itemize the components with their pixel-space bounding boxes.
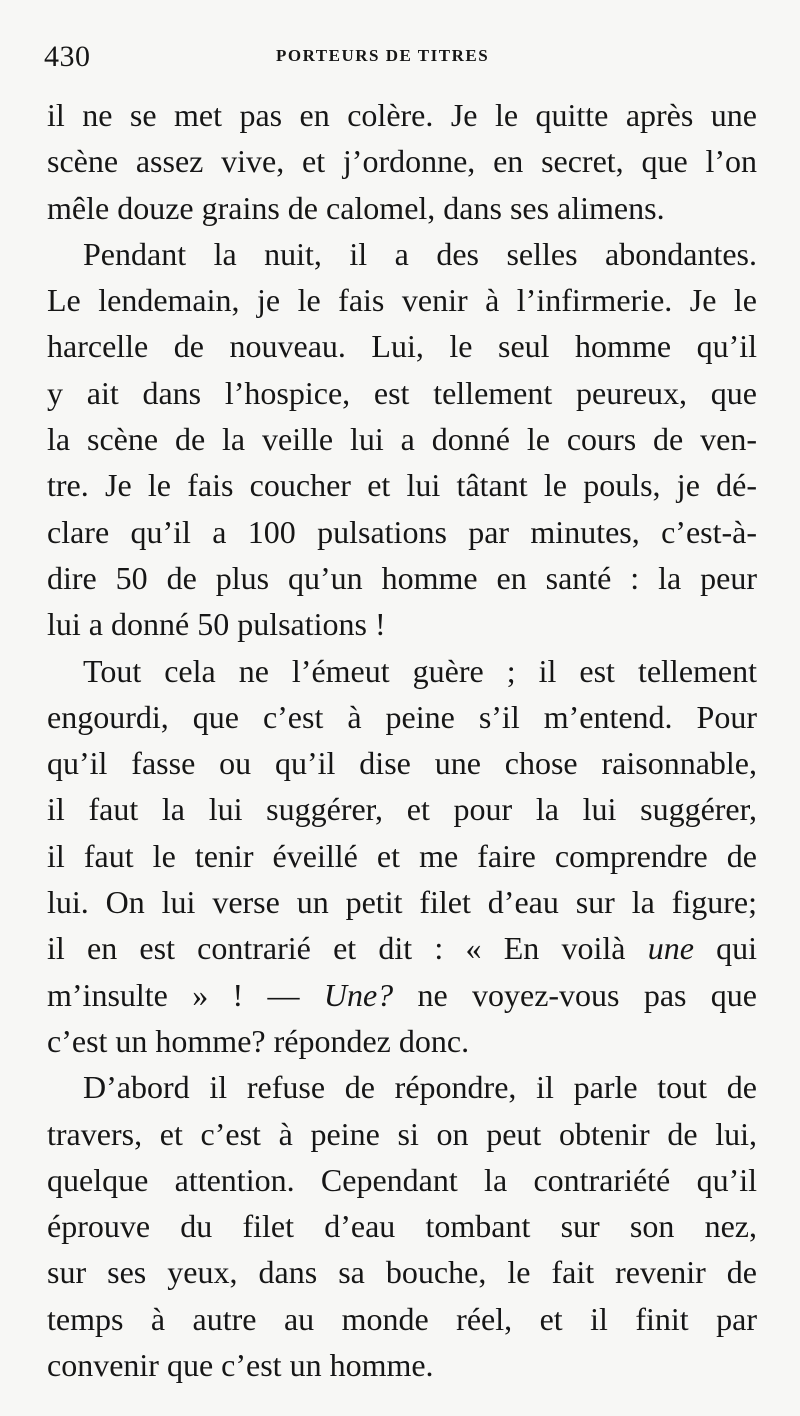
paragraph-first-line: Pendant la nuit, il a des selles abondantes. bbox=[83, 235, 757, 272]
text-line: éprouve du filet d’eau tombant sur son nez, bbox=[47, 1208, 757, 1245]
text-line: travers, et c’est à peine si on peut obtenir de lui, bbox=[47, 1115, 757, 1152]
text-line: la scène de la veille lui a donné le cours de ven- bbox=[47, 421, 757, 458]
text-line: convenir que c’est un homme. bbox=[47, 1347, 434, 1384]
text-line: mêle douze grains de calomel, dans ses alimens. bbox=[47, 189, 665, 226]
text-line: sur ses yeux, dans sa bouche, le fait revenir de bbox=[47, 1254, 757, 1291]
text-line: qu’il fasse ou qu’il dise une chose raisonnable, bbox=[47, 745, 757, 782]
italic-word: une bbox=[647, 930, 694, 967]
text-line: dire 50 de plus qu’un homme en santé : la peur bbox=[47, 559, 757, 596]
text-segment: il en est contrarié et dit : « En voilà bbox=[47, 930, 648, 967]
text-line: clare qu’il a 100 pulsations par minutes, c’est-à- bbox=[47, 513, 757, 550]
page-header bbox=[44, 38, 740, 78]
text-line: lui. On lui verse un petit filet d’eau sur la figure; bbox=[47, 884, 757, 921]
text-line: Le lendemain, je le fais venir à l’infirmerie. Je le bbox=[47, 282, 757, 319]
running-title: PORTEURS DE TITRES bbox=[276, 46, 490, 65]
text-line bbox=[47, 925, 757, 971]
text-line bbox=[47, 972, 757, 1018]
text-line: il faut le tenir éveillé et me faire comprendre de bbox=[47, 837, 757, 874]
text-line: temps à autre au monde réel, et il finit par bbox=[47, 1300, 757, 1337]
italic-word: Une? bbox=[323, 976, 394, 1013]
text-segment: m’insulte » ! — bbox=[47, 976, 324, 1013]
text-segment: ne voyez-vous pas que bbox=[393, 976, 758, 1013]
text-line: c’est un homme? répondez donc. bbox=[47, 1022, 470, 1059]
text-line: harcelle de nouveau. Lui, le seul homme qu’il bbox=[47, 328, 757, 365]
text-line: engourdi, que c’est à peine s’il m’entend. Pour bbox=[47, 698, 757, 735]
text-line: quelque attention. Cependant la contrariété qu’il bbox=[47, 1161, 757, 1198]
text-line: lui a donné 50 pulsations ! bbox=[47, 606, 386, 643]
text-line: il faut la lui suggérer, et pour la lui suggérer, bbox=[47, 791, 757, 828]
text-line: y ait dans l’hospice, est tellement peureux, que bbox=[47, 374, 757, 411]
text-segment: qui bbox=[693, 930, 758, 967]
text-line: scène assez vive, et j’ordonne, en secret, que l’on bbox=[47, 143, 757, 180]
text-line: il ne se met pas en colère. Je le quitte après une bbox=[47, 97, 757, 133]
paragraph-first-line: Tout cela ne l’émeut guère ; il est tellement bbox=[83, 652, 757, 689]
text-line: tre. Je le fais coucher et lui tâtant le pouls, je dé- bbox=[47, 467, 757, 504]
body-text bbox=[47, 92, 757, 1388]
page-number: 430 bbox=[44, 40, 91, 73]
paragraph-first-line: D’abord il refuse de répondre, il parle tout de bbox=[83, 1069, 757, 1106]
